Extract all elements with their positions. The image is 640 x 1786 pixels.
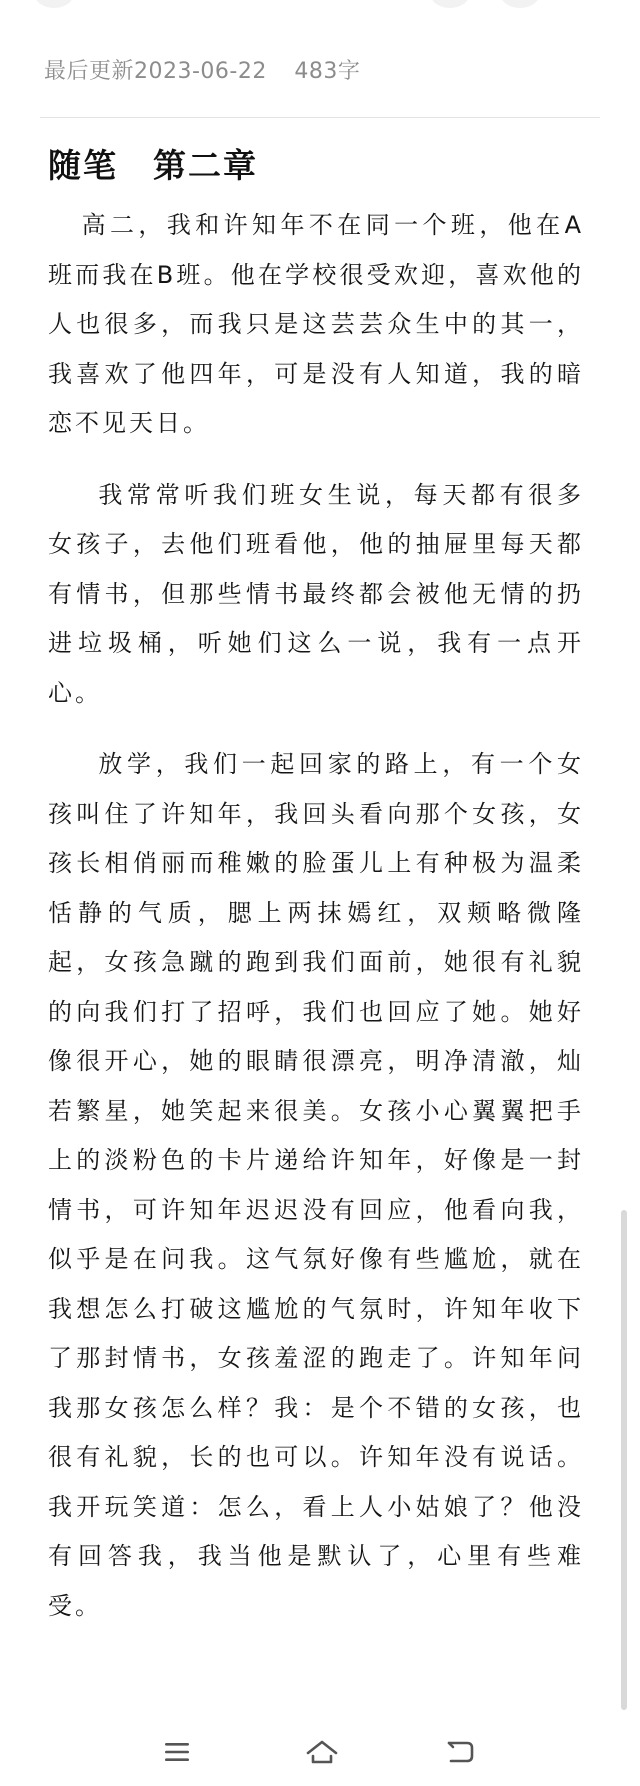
system-nav-bar — [0, 1716, 640, 1786]
back-button[interactable] — [430, 1722, 490, 1782]
article-body — [48, 140, 584, 1653]
word-count: 483字 — [294, 59, 361, 84]
menu-button[interactable] — [147, 1722, 207, 1782]
header-divider — [40, 117, 600, 118]
scrollbar[interactable] — [621, 1210, 627, 1710]
top-bar-button-right-2[interactable] — [500, 0, 540, 8]
menu-icon — [163, 1740, 191, 1764]
home-button[interactable] — [292, 1722, 352, 1782]
paragraph: 我常常听我们班女生说，每天都有很多女孩子，去他们班看他，他的抽屉里每天都有情书，但那些情书最终都会被他无情的扔进垃圾桶，听她们这么一说，我有一点开心。 — [48, 480, 584, 707]
top-bar-button-right-1[interactable] — [430, 0, 470, 8]
paragraph: 放学，我们一起回家的路上，有一个女孩叫住了许知年，我回头看向那个女孩，女孩长相俏丽而稚嫩的脸蛋儿上有种极为温柔恬静的气质，腮上两抹嫣红，双颊略微隆起，女孩急蹴的跑到我们面前，她很有礼貌的向我们打了招呼，我们也回应了她。她好像很开心，她的眼睛很漂亮，明净清澈，灿若繁星，她笑起来很美。女孩小心翼翼把手上的淡粉色的卡片递给许知年，好像是一封情书，可许知年迟迟没有回应，他看向我，似乎是在问我。这气氛好像有些尴尬，就在我想怎么打破这尴尬的气氛时，许知年收下了那封情书，女孩羞涩的跑走了。许知年问我那女孩怎么样？我：是个不错的女孩，也很有礼貌，长的也可以。许知年没有说话。我开玩笑道：怎么，看上人小姑娘了？他没有回答我，我当他是默认了，心里有些难受。 — [48, 750, 584, 1620]
home-icon — [305, 1739, 339, 1765]
article-meta — [44, 54, 380, 85]
paragraph: 高二，我和许知年不在同一个班，他在A班而我在B班。他在学校很受欢迎，喜欢他的人也很多，而我只是这芸芸众生中的其一，我喜欢了他四年，可是没有人知道，我的暗恋不见天日。 — [48, 211, 584, 437]
top-bar-button-left[interactable] — [34, 0, 74, 8]
last-updated: 最后更新2023-06-22 — [44, 59, 267, 84]
article-title: 随笔 第二章 — [48, 146, 258, 185]
back-icon — [445, 1739, 475, 1765]
